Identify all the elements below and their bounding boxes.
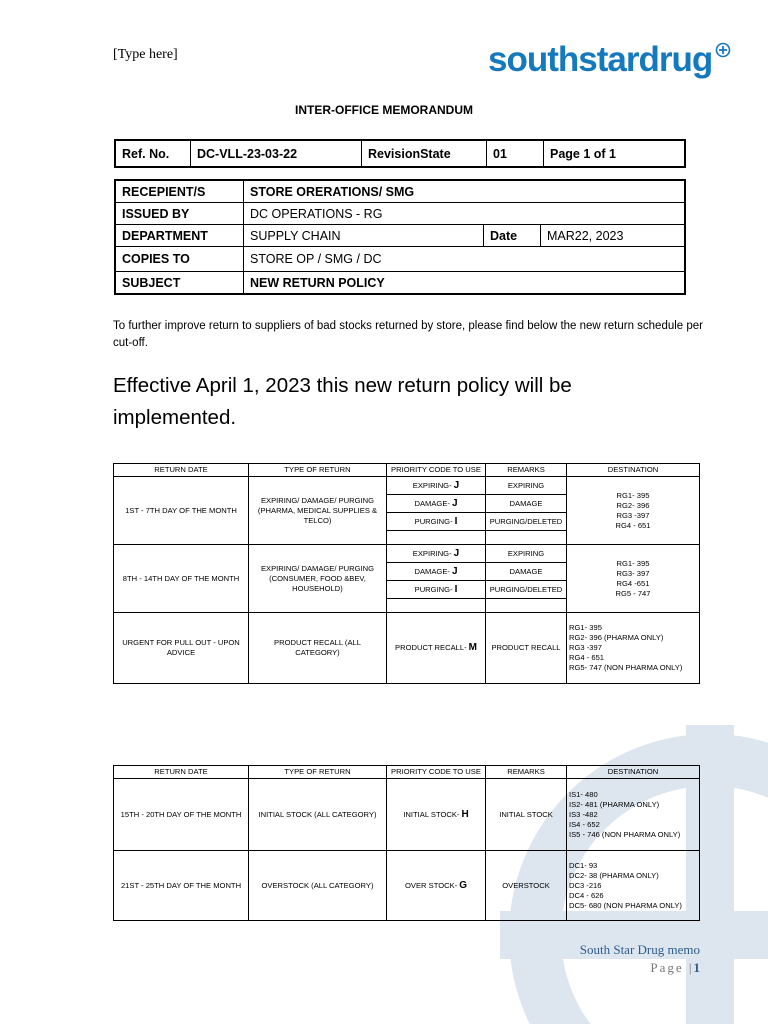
table-row <box>114 477 700 495</box>
return-schedule-table-2 <box>113 765 700 921</box>
code-letter: I <box>454 583 458 595</box>
destination-item: RG1- 395 <box>569 623 602 632</box>
type-of-return-cell: PRODUCT RECALL (ALL CATEGORY) <box>249 613 387 684</box>
header-destination: DESTINATION <box>567 766 700 779</box>
footer-page <box>650 960 700 976</box>
remark-cell: PRODUCT RECALL <box>486 613 567 684</box>
priority-code-cell <box>387 613 486 684</box>
destination-item: IS3 -482 <box>569 809 598 819</box>
destination-item: RG1- 395 <box>616 558 650 568</box>
plus-circle-icon <box>715 42 731 58</box>
code-letter: I <box>454 515 458 527</box>
code-letter: J <box>453 547 460 559</box>
destination-cell <box>567 545 700 613</box>
code-letter: G <box>459 879 467 891</box>
destination-item: IS2- 481 (PHARMA ONLY) <box>569 799 660 809</box>
destination-item: RG5 - 747 <box>615 588 651 598</box>
code-label: PRODUCT RECALL- <box>395 643 467 652</box>
destination-cell <box>567 779 700 851</box>
intro-paragraph: To further improve return to suppliers of bad stocks returned by store, please find below the new return schedule per cut-off. <box>113 320 704 349</box>
ref-label: Ref. No. <box>115 140 191 167</box>
footer-memo-name: South Star Drug memo <box>579 942 700 957</box>
header-remarks: REMARKS <box>486 766 567 779</box>
subject-label: SUBJECT <box>115 272 244 295</box>
code-letter: H <box>461 808 469 820</box>
destination-item: RG3- 397 <box>616 568 650 578</box>
destination-item: DC4 - 626 <box>569 890 604 900</box>
department-value: SUPPLY CHAIN <box>244 225 484 247</box>
destination-item: DC3 -216 <box>569 880 602 890</box>
memo-title: INTER-OFFICE MEMORANDUM <box>295 103 473 117</box>
code-label: DAMAGE- <box>414 498 450 508</box>
code-label: EXPIRING- <box>412 548 452 558</box>
destination-item: IS4 - 652 <box>569 819 600 829</box>
type-of-return-cell: EXPIRING/ DAMAGE/ PURGING (PHARMA, MEDICAL SUPPLIES & TELCO) <box>249 477 387 545</box>
remark-cell: OVERSTOCK <box>486 851 567 921</box>
code-label: INITIAL STOCK- <box>403 809 460 819</box>
header-destination: DESTINATION <box>567 464 700 477</box>
return-date-cell: 21ST - 25TH DAY OF THE MONTH <box>114 851 249 921</box>
table-row <box>114 613 700 684</box>
empty-cell <box>486 531 567 545</box>
return-date-cell: URGENT FOR PULL OUT - UPON ADVICE <box>114 613 249 684</box>
destination-item: DC5- 680 (NON PHARMA ONLY) <box>569 900 682 910</box>
empty-cell <box>387 599 486 613</box>
code-label: PURGING- <box>414 584 453 594</box>
type-of-return-cell: INITIAL STOCK (ALL CATEGORY) <box>249 779 387 851</box>
priority-code-cell <box>387 563 486 581</box>
subject-value: NEW RETURN POLICY <box>244 272 686 295</box>
code-letter: J <box>453 479 460 491</box>
remark-cell: DAMAGE <box>486 495 567 513</box>
ref-value: DC-VLL-23-03-22 <box>191 140 362 167</box>
reference-table <box>114 139 686 168</box>
copies-to-label: COPIES TO <box>115 247 244 272</box>
footer-page-number: 1 <box>693 960 700 975</box>
destination-item: DC2- 38 (PHARMA ONLY) <box>569 870 659 880</box>
code-label: PURGING- <box>414 516 453 526</box>
destination-item: IS1- 480 <box>569 789 598 799</box>
type-of-return-cell: OVERSTOCK (ALL CATEGORY) <box>249 851 387 921</box>
copies-to-value: STORE OP / SMG / DC <box>244 247 686 272</box>
header-return-date: RETURN DATE <box>114 766 249 779</box>
code-label: EXPIRING- <box>412 480 452 490</box>
table-row <box>114 851 700 921</box>
empty-cell <box>486 599 567 613</box>
header-type-of-return: TYPE OF RETURN <box>249 766 387 779</box>
issued-by-value: DC OPERATIONS - RG <box>244 203 686 225</box>
memo-info-table <box>114 179 686 295</box>
issued-by-label: ISSUED BY <box>115 203 244 225</box>
code-letter: J <box>451 565 458 577</box>
destination-item: RG4 - 651 <box>615 520 651 530</box>
header-priority-code: PRIORITY CODE TO USE <box>387 766 486 779</box>
type-of-return-cell: EXPIRING/ DAMAGE/ PURGING (CONSUMER, FOOD &BEV, HOUSEHOLD) <box>249 545 387 613</box>
priority-code-cell <box>387 545 486 563</box>
recipients-label: RECEPIENT/S <box>115 180 244 203</box>
header-priority-code: PRIORITY CODE TO USE <box>387 464 486 477</box>
remark-cell: PURGING/DELETED <box>486 581 567 599</box>
page-count: Page 1 of 1 <box>544 140 686 167</box>
date-label: Date <box>484 225 541 247</box>
remark-cell: EXPIRING <box>486 477 567 495</box>
logo-text: southstardrug <box>488 40 713 79</box>
priority-code-cell <box>387 513 486 531</box>
effective-statement: Effective April 1, 2023 this new return policy will be implemented. <box>113 374 572 429</box>
priority-code-cell <box>387 495 486 513</box>
code-letter: J <box>451 497 458 509</box>
revision-value: 01 <box>487 140 544 167</box>
destination-item: RG5- 747 (NON PHARMA ONLY) <box>569 663 683 672</box>
recipients-value: STORE ORERATIONS/ SMG <box>244 180 686 203</box>
code-label: OVER STOCK- <box>405 880 458 890</box>
destination-item: RG2- 396 <box>616 500 650 510</box>
department-label: DEPARTMENT <box>115 225 244 247</box>
header-remarks: REMARKS <box>486 464 567 477</box>
destination-item: IS5 - 746 (NON PHARMA ONLY) <box>569 829 681 839</box>
remark-cell: EXPIRING <box>486 545 567 563</box>
destination-cell <box>567 851 700 921</box>
date-value: MAR22, 2023 <box>541 225 686 247</box>
revision-label: RevisionState <box>362 140 487 167</box>
destination-cell <box>567 477 700 545</box>
priority-code-cell <box>387 581 486 599</box>
priority-code-cell <box>387 477 486 495</box>
destination-item: RG4 - 651 <box>569 653 605 662</box>
company-logo <box>488 40 712 80</box>
header-type-of-return: TYPE OF RETURN <box>249 464 387 477</box>
remark-cell: INITIAL STOCK <box>486 779 567 851</box>
return-date-cell: 1ST - 7TH DAY OF THE MONTH <box>114 477 249 545</box>
destination-item: RG3 -397 <box>616 510 650 520</box>
empty-cell <box>387 531 486 545</box>
destination-item: DC1- 93 <box>569 860 598 870</box>
code-label: DAMAGE- <box>414 566 450 576</box>
code-letter: M <box>468 642 477 653</box>
table-header-row <box>114 766 700 779</box>
return-date-cell: 15TH - 20TH DAY OF THE MONTH <box>114 779 249 851</box>
return-date-cell: 8TH - 14TH DAY OF THE MONTH <box>114 545 249 613</box>
destination-item: RG2- 396 (PHARMA ONLY) <box>569 633 664 642</box>
destination-cell <box>567 613 700 684</box>
remark-cell: PURGING/DELETED <box>486 513 567 531</box>
table-row <box>114 779 700 851</box>
header-return-date: RETURN DATE <box>114 464 249 477</box>
table-row <box>114 545 700 563</box>
return-schedule-table-1 <box>113 463 700 684</box>
priority-code-cell <box>387 851 486 921</box>
priority-code-cell <box>387 779 486 851</box>
type-here-placeholder: [Type here] <box>113 47 178 62</box>
destination-item: RG3 -397 <box>569 643 602 652</box>
remark-cell: DAMAGE <box>486 563 567 581</box>
destination-item: RG1- 395 <box>616 490 650 500</box>
destination-item: RG4 -651 <box>616 578 650 588</box>
footer-page-label: Page | <box>650 960 694 975</box>
table-header-row <box>114 464 700 477</box>
